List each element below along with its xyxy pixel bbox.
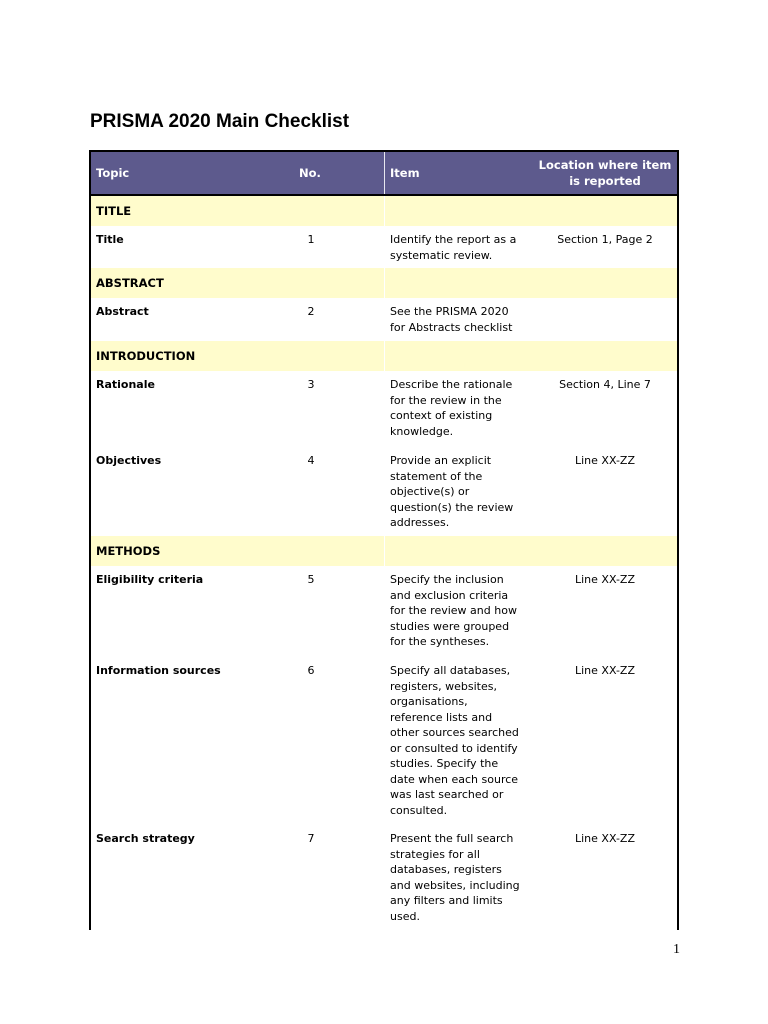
table-row — [91, 371, 677, 447]
header-item: Item — [390, 166, 420, 180]
checklist-table — [89, 150, 679, 930]
section-row — [91, 536, 677, 566]
section-row — [91, 196, 677, 226]
table-row — [91, 298, 677, 341]
header-number: No. — [299, 166, 321, 180]
row-topic: Title — [96, 233, 124, 246]
row-topic: Information sources — [96, 664, 221, 677]
section-row — [91, 341, 677, 371]
header-location: Location where item is reported — [538, 158, 672, 188]
row-item-text: Present the full search strategies for all databases, registers and websites, including any filters and limits used. — [390, 832, 520, 923]
row-item-text: Provide an explicit statement of the objective(s) or question(s) the review addresses. — [390, 454, 514, 529]
table-row — [91, 825, 677, 930]
row-number: 4 — [307, 454, 315, 467]
table-header-row — [91, 150, 677, 196]
section-column-divider — [384, 196, 385, 226]
row-number: 6 — [307, 664, 315, 677]
row-item-text: Identify the report as a systematic review. — [390, 233, 517, 262]
table-row — [91, 226, 677, 268]
row-topic: Eligibility criteria — [96, 573, 204, 586]
section-label: TITLE — [96, 204, 132, 218]
row-location: Line XX-ZZ — [575, 664, 635, 677]
table-body — [91, 196, 677, 930]
document-title: PRISMA 2020 Main Checklist — [90, 111, 350, 132]
section-column-divider — [384, 341, 385, 371]
row-number: 1 — [307, 233, 315, 246]
row-number: 3 — [307, 378, 315, 391]
row-number: 5 — [307, 573, 315, 586]
row-topic: Objectives — [96, 454, 162, 467]
section-label: ABSTRACT — [96, 276, 164, 290]
row-number: 7 — [307, 832, 315, 845]
row-item-text: Specify all databases, registers, websites, organisations, reference lists and other sources searched or consulted to identify studies. Specify the date when each source was last searched or consulted. — [390, 664, 519, 817]
row-topic: Abstract — [96, 305, 149, 318]
table-row — [91, 566, 677, 657]
row-location: Line XX-ZZ — [575, 573, 635, 586]
section-row — [91, 268, 677, 298]
row-item-text: Describe the rationale for the review in the context of existing knowledge. — [390, 378, 513, 438]
row-item-text: Specify the inclusion and exclusion criteria for the review and how studies were grouped for the syntheses. — [390, 573, 517, 648]
row-topic: Rationale — [96, 378, 155, 391]
row-topic: Search strategy — [96, 832, 195, 845]
page-number: 1 — [673, 942, 680, 957]
table-row — [91, 657, 677, 825]
row-location: Section 4, Line 7 — [559, 378, 651, 391]
row-location: Line XX-ZZ — [575, 454, 635, 467]
section-label: METHODS — [96, 544, 161, 558]
header-column-divider — [384, 152, 385, 194]
row-number: 2 — [307, 305, 315, 318]
table-row — [91, 447, 677, 536]
section-label: INTRODUCTION — [96, 349, 196, 363]
section-column-divider — [384, 268, 385, 298]
row-item-text: See the PRISMA 2020 for Abstracts checklist — [390, 305, 513, 334]
header-topic: Topic — [96, 166, 130, 180]
section-column-divider — [384, 536, 385, 566]
row-location: Line XX-ZZ — [575, 832, 635, 845]
row-location: Section 1, Page 2 — [557, 233, 653, 246]
